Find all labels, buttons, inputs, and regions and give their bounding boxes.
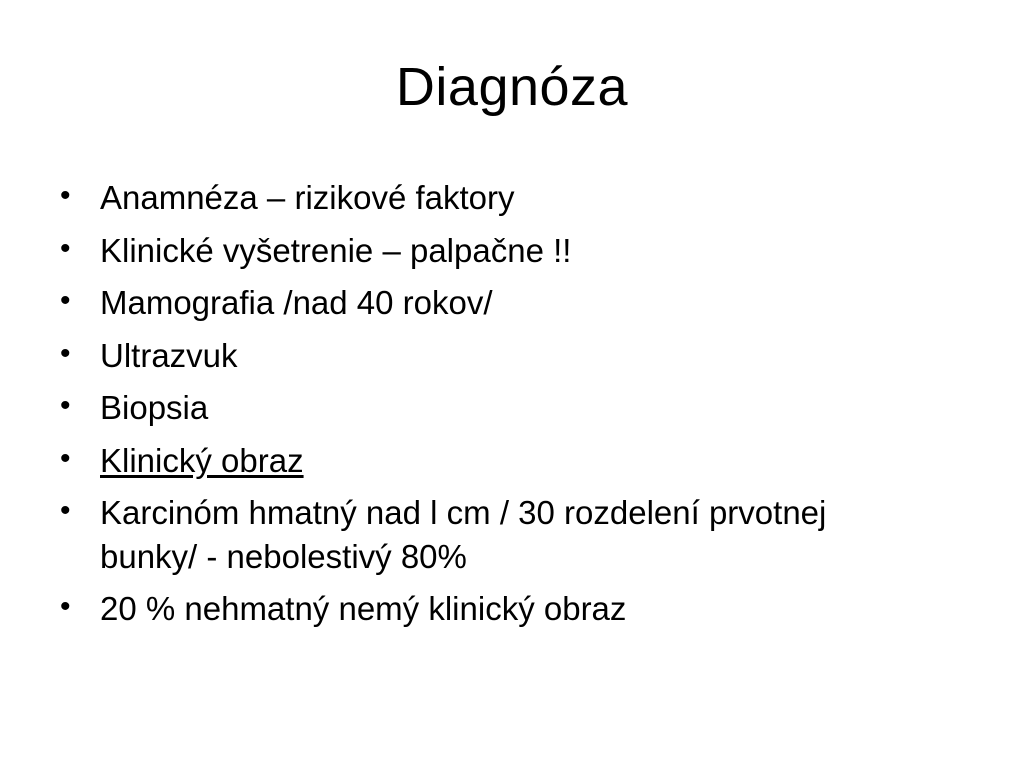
bullet-dot-icon: • [60,336,71,370]
list-item [56,229,956,273]
list-item-label: Klinický obraz [100,441,304,479]
bullet-dot-icon: • [60,389,71,423]
page-title: Diagnóza [395,57,629,117]
bullet-dot-icon: • [60,441,71,475]
list-item [56,491,956,578]
list-item-label: Anamnéza – rizikové faktory [100,179,515,216]
list-item-label: Klinické vyšetrenie – palpačne !! [100,231,572,269]
list-item [56,334,956,378]
list-item [56,587,956,631]
list-item-label: Ultrazvuk [100,336,238,374]
list-item [56,281,956,325]
list-item-label: Karcinóm hmatný nad l cm / 30 rozdelení prvotnej bunky/ - nebolestivý 80% [100,494,827,575]
bullet-list [56,176,956,640]
list-item-label: 20 % nehmatný nemý klinický obraz [100,590,627,628]
list-item-label: Mamografia /nad 40 rokov/ [100,284,493,322]
list-item [56,176,956,220]
list-item [56,386,956,430]
list-item-label: Biopsia [100,389,209,427]
bullet-dot-icon: • [60,284,71,318]
bullet-dot-icon: • [60,231,71,265]
bullet-dot-icon: • [60,494,71,528]
list-item [56,439,956,483]
bullet-dot-icon: • [60,179,71,212]
bullet-dot-icon: • [60,590,71,624]
